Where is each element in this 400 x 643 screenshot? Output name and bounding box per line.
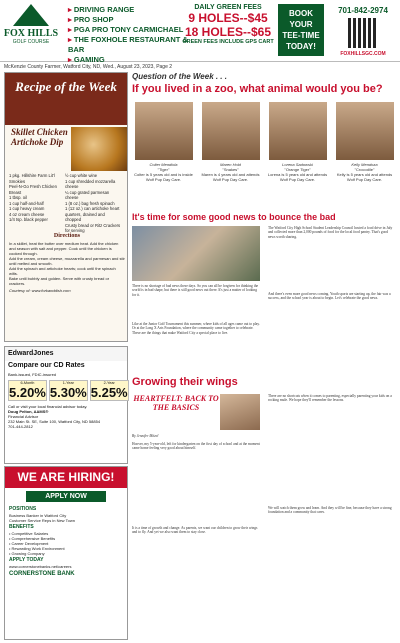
article-photo bbox=[132, 226, 260, 281]
kid-photo bbox=[336, 102, 394, 160]
article-column: Like at the Junior Golf Tournament this summer, where kids of all ages came out to play. Or at the Long X Arts Foundation, where the community came together to celebrate. These are the things that make Watford City a special place to live. bbox=[132, 322, 260, 335]
article-column: We will watch them grow and learn. And they will be fine, because they have a strong foundation and a community that cares. bbox=[268, 506, 392, 515]
amenities-list bbox=[68, 5, 188, 65]
benefits-title: BENEFITS bbox=[9, 524, 34, 530]
eighteen-holes-price: 18 HOLES--$65 bbox=[184, 25, 272, 39]
book-tee-time-button[interactable]: BOOK YOUR TEE-TIME TODAY! bbox=[278, 4, 324, 56]
top-advertisement bbox=[0, 0, 400, 62]
kid-photo bbox=[269, 102, 327, 160]
logo-name: FOX HILLS bbox=[3, 28, 59, 39]
qr-code-icon[interactable] bbox=[348, 18, 378, 48]
benefit-item: • Rewarding Work Environment bbox=[9, 546, 65, 551]
byline: By Jennifer Mitzel bbox=[132, 434, 159, 438]
benefit-item: • Competitive Salaries bbox=[9, 531, 49, 536]
ej-contact: Call or visit your local financial advisor today. Doug Pelton, AAMS® Financial Advisor 232 Main St. SE, Suite 100, Watford City, ND 58854 701-444-2812 bbox=[8, 404, 101, 429]
position-item: Customer Service Reps in New Town bbox=[9, 518, 75, 523]
amenity-item: ▸ GAMING bbox=[68, 55, 105, 64]
cornerstone-logo: CORNERSTONE BANK bbox=[9, 571, 75, 577]
amenity-item: ▸ DRIVING RANGE bbox=[68, 5, 135, 14]
benefit-item: • Career Development bbox=[9, 541, 49, 546]
article-column: And there's even more good news coming. Youth sports are starting up, the fair was a success, and the school year is about to begin. Let's celebrate the good news. bbox=[268, 292, 391, 301]
green-fees-note: GREEN FEES INCLUDE GPS CART bbox=[182, 39, 274, 45]
question-of-week bbox=[132, 72, 398, 210]
amenity-item: ▸ PGA PRO TONY CARMICHAEL bbox=[68, 25, 184, 34]
dish-title: Skillet Chicken Artichoke Dip bbox=[11, 127, 68, 147]
article-column: There is no shortage of bad news these days. So you can all be forgiven for thinking the world is in bad shape, but there is still good news out there. It's just a matter of looking for it. bbox=[132, 284, 259, 297]
kid-answers bbox=[132, 102, 398, 202]
directions-title: Directions bbox=[53, 233, 81, 239]
benefit-item: • Comprehensive Benefits bbox=[9, 536, 56, 541]
article-column: Hoover, my 5-year-old, left for kindergarten on the first day of school and at the moment came home feeling very good about himself. bbox=[132, 442, 260, 451]
column-title: HEARTFELT: BACK TO THE BASICS bbox=[133, 394, 219, 412]
apply-title: APPLY TODAY bbox=[9, 557, 44, 563]
kid-answer: Colter Mendiola "Tiger" Colter is 5 years old and is inside Wolf Pup Day Care. bbox=[132, 102, 195, 182]
directions: In a skillet, heat the butter over medium heat. Add the chicken and season with salt and pepper. Cook until the chicken is cooked through. Add the cream, cream cheese, mozzarella and parmesan and stir until melted and smooth. Add the spinach and artichoke hearts; cook until the spinach wilts. Bake until bubbly and golden. Serve with crusty bread or crackers. Courtesy of: www.forkanddish.com bbox=[9, 241, 125, 293]
positions-title: POSITIONS bbox=[9, 506, 37, 512]
hiring-ad bbox=[4, 466, 128, 640]
recipe-banner: Recipe of the Week bbox=[5, 73, 127, 125]
kid-photo bbox=[202, 102, 260, 160]
recipe-credit: Courtesy of: www.forkanddish.com bbox=[9, 288, 71, 293]
kid-photo bbox=[135, 102, 193, 160]
kid-answer: Lorena Sadowski "Orange Tiger" Lorena is 5 years old and attends Wolf Pup Day Care. bbox=[266, 102, 329, 182]
recipe-of-week bbox=[4, 72, 128, 342]
green-fees-title: DAILY GREEN FEES bbox=[194, 4, 262, 11]
kid-answer: Maren Hold "Snakes" Maren is 4 years old and attends Wolf Pup Day Care. bbox=[199, 102, 262, 182]
growing-wings-article bbox=[132, 376, 398, 640]
ej-phone[interactable]: 701-444-2812 bbox=[8, 424, 33, 429]
article-column: The Watford City High School Student Leadership Council hosted a food drive in July and collected more than 2,000 pounds of food for the local food pantry. That's good news worth sharing. bbox=[268, 226, 393, 239]
hiring-headline: WE ARE HIRING! bbox=[5, 467, 127, 488]
position-item: Business Banker in Watford City bbox=[9, 513, 67, 518]
growing-headline: Growing their wings bbox=[132, 376, 238, 388]
edward-jones-ad bbox=[4, 346, 128, 464]
fox-hills-logo bbox=[2, 2, 60, 60]
page-masthead: McKenzie County Farmer, Watford City, ND, Wed., August 23, 2023, Page 2 bbox=[4, 64, 173, 70]
ingredients-right: ½ cup white wine 1 cup shredded mozzarella cheese ¼ cup grated parmesan cheese 1 (8 oz.) bag fresh spinach 1 (12 oz.) can artichoke heart quarters, drained and chopped Crusty bread or Ritz Crackers for serving bbox=[65, 173, 121, 233]
article-headline: It's time for some good news to bounce the bad bbox=[132, 212, 336, 222]
phone-number[interactable]: 701-842-2974 bbox=[338, 6, 388, 15]
ej-title: Compare our CD Rates bbox=[8, 362, 85, 369]
logo-mark-icon bbox=[13, 4, 49, 26]
nine-holes-price: 9 HOLES--$45 bbox=[188, 11, 268, 25]
green-fees bbox=[182, 4, 274, 45]
cd-rate: 6-Month 5.20% bbox=[9, 381, 46, 400]
dish-photo bbox=[71, 127, 127, 171]
careers-link[interactable]: www.cornerstonebanks.net/careers bbox=[9, 564, 72, 569]
amenity-item: ▸ THE FOXHOLE RESTAURANT & BAR bbox=[68, 35, 188, 54]
ingredients-left: 1 pkg. Hillshire Farm Lit'l Smokies Peel-N-Go Fresh Chicken Breast 1 tbsp. oil 1 cup half-and-half 1 cup heavy cream 4 oz cream cheese 1/4 tsp. black pepper bbox=[9, 173, 57, 222]
question-headline: If you lived in a zoo, what animal would you be? bbox=[132, 83, 383, 95]
benefit-item: • Growing Company bbox=[9, 551, 45, 556]
author-photo bbox=[220, 394, 260, 430]
ej-brand: EdwardJones bbox=[5, 347, 127, 361]
cd-rates bbox=[5, 379, 127, 402]
good-news-article bbox=[132, 212, 398, 372]
website-link[interactable]: FOXHILLSGC.COM bbox=[340, 51, 386, 57]
ej-subtitle: Bank-issued, FDIC-insured bbox=[8, 372, 57, 377]
cd-rate: 2-Year 5.25% bbox=[90, 381, 128, 400]
article-column: It is a time of growth and change. As parents, we want our children to grow their wings and to fly. And yet we also want them to stay close. bbox=[132, 526, 258, 535]
cd-rate: 1-Year 5.30% bbox=[49, 381, 87, 400]
question-kicker: Question of the Week . . . bbox=[132, 72, 227, 81]
article-column: There are no shortcuts when it comes to parenting, especially parenting your kids on a rocking mule. We hope they'll remember the lessons. bbox=[268, 394, 392, 403]
logo-sub: GOLF COURSE bbox=[12, 39, 50, 45]
apply-now-button[interactable]: APPLY NOW bbox=[26, 491, 106, 502]
amenity-item: ▸ PRO SHOP bbox=[68, 15, 114, 24]
contact-block bbox=[330, 6, 396, 57]
kid-answer: Kelly Mendoza "Crocodile" Kelly is 5 years old and attends Wolf Pup Day Care. bbox=[333, 102, 396, 182]
ingredients bbox=[9, 173, 125, 234]
